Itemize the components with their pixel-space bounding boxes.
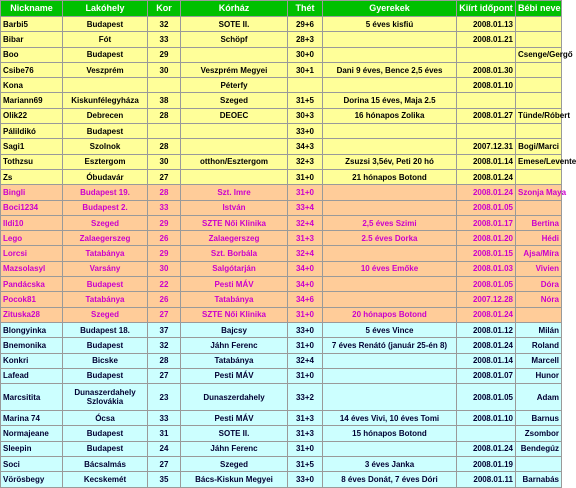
cell-thet: 30+3: [288, 108, 323, 123]
cell-korhaz: SZTE Női Klinika: [181, 307, 288, 322]
cell-bebi-neve: Marcell: [516, 353, 562, 368]
cell-thet: 34+3: [288, 139, 323, 154]
cell-bebi-neve: [516, 307, 562, 322]
cell-kiirt-idopont: 2008.01.17: [457, 215, 516, 230]
cell-kiirt-idopont: 2008.01.14: [457, 353, 516, 368]
cell-nickname: Blongyinka: [1, 322, 63, 337]
cell-korhaz: Tatabánya: [181, 292, 288, 307]
cell-nickname: Kona: [1, 78, 63, 93]
table-row: [1, 441, 562, 456]
cell-kor: 29: [148, 47, 181, 62]
cell-bebi-neve: [516, 32, 562, 47]
cell-gyerekek: Zsuzsi 3,5év, Peti 20 hó: [323, 154, 457, 169]
cell-kiirt-idopont: 2008.01.20: [457, 231, 516, 246]
cell-lakohely: Fót: [63, 32, 148, 47]
cell-gyerekek: [323, 353, 457, 368]
cell-nickname: Olik22: [1, 108, 63, 123]
cell-thet: 31+3: [288, 426, 323, 441]
cell-thet: 31+5: [288, 93, 323, 108]
cell-thet: 34+0: [288, 261, 323, 276]
cell-korhaz: Pesti MÁV: [181, 368, 288, 383]
cell-lakohely: Budapest 2.: [63, 200, 148, 215]
table-row: [1, 368, 562, 383]
cell-kiirt-idopont: 2008.01.03: [457, 261, 516, 276]
cell-thet: 32+4: [288, 215, 323, 230]
cell-thet: 33+0: [288, 124, 323, 139]
cell-lakohely: Kiskunfélegyháza: [63, 93, 148, 108]
table-row: [1, 261, 562, 276]
table-row: [1, 338, 562, 353]
cell-bebi-neve: Vivien: [516, 261, 562, 276]
cell-lakohely: Veszprém: [63, 62, 148, 77]
cell-thet: 33+4: [288, 200, 323, 215]
cell-korhaz: Pesti MÁV: [181, 411, 288, 426]
cell-korhaz: Szeged: [181, 93, 288, 108]
cell-thet: 33+2: [288, 384, 323, 411]
cell-korhaz: Zalaegerszeg: [181, 231, 288, 246]
cell-gyerekek: [323, 124, 457, 139]
cell-kiirt-idopont: 2008.01.05: [457, 200, 516, 215]
cell-kor: 33: [148, 32, 181, 47]
cell-korhaz: Schöpf: [181, 32, 288, 47]
header-kor: Kor: [148, 1, 181, 17]
cell-lakohely: Esztergom: [63, 154, 148, 169]
cell-kor: 22: [148, 277, 181, 292]
cell-gyerekek: 21 hónapos Botond: [323, 169, 457, 184]
cell-bebi-neve: Roland: [516, 338, 562, 353]
cell-nickname: Tothzsu: [1, 154, 63, 169]
cell-gyerekek: [323, 200, 457, 215]
cell-bebi-neve: [516, 124, 562, 139]
cell-nickname: Konkri: [1, 353, 63, 368]
table-row: [1, 139, 562, 154]
cell-korhaz: Bajcsy: [181, 322, 288, 337]
cell-kiirt-idopont: 2008.01.24: [457, 185, 516, 200]
cell-lakohely: Dunaszerdahely Szlovákia: [63, 384, 148, 411]
cell-nickname: Bibar: [1, 32, 63, 47]
cell-kiirt-idopont: 2008.01.14: [457, 154, 516, 169]
cell-korhaz: [181, 47, 288, 62]
cell-kiirt-idopont: 2008.01.21: [457, 32, 516, 47]
cell-kor: 28: [148, 139, 181, 154]
cell-thet: 31+0: [288, 368, 323, 383]
cell-kiirt-idopont: 2008.01.24: [457, 338, 516, 353]
cell-korhaz: Jáhn Ferenc: [181, 441, 288, 456]
cell-korhaz: Szt. Imre: [181, 185, 288, 200]
cell-korhaz: Salgótarján: [181, 261, 288, 276]
cell-nickname: Pálildikó: [1, 124, 63, 139]
cell-lakohely: Bácsalmás: [63, 457, 148, 472]
cell-nickname: Marcsitita: [1, 384, 63, 411]
table-row: [1, 47, 562, 62]
cell-kor: 29: [148, 215, 181, 230]
cell-gyerekek: 8 éves Donát, 7 éves Dóri: [323, 472, 457, 487]
cell-korhaz: Jáhn Ferenc: [181, 338, 288, 353]
cell-kiirt-idopont: [457, 93, 516, 108]
cell-kiirt-idopont: 2008.01.05: [457, 384, 516, 411]
cell-gyerekek: [323, 139, 457, 154]
table-row: [1, 108, 562, 123]
header-gyerekek: Gyerekek: [323, 1, 457, 17]
cell-bebi-neve: Nóra: [516, 292, 562, 307]
cell-thet: 31+0: [288, 338, 323, 353]
cell-kiirt-idopont: 2007.12.31: [457, 139, 516, 154]
cell-gyerekek: 5 éves kisfiú: [323, 17, 457, 32]
cell-lakohely: Budapest: [63, 426, 148, 441]
header-thet: Thét: [288, 1, 323, 17]
cell-lakohely: Debrecen: [63, 108, 148, 123]
cell-bebi-neve: [516, 62, 562, 77]
cell-korhaz: [181, 169, 288, 184]
cell-thet: 31+0: [288, 307, 323, 322]
cell-kor: 32: [148, 338, 181, 353]
table-row: [1, 292, 562, 307]
table-row: [1, 169, 562, 184]
cell-kor: 29: [148, 246, 181, 261]
cell-nickname: Normajeane: [1, 426, 63, 441]
cell-korhaz: SZTE Női Klinika: [181, 215, 288, 230]
cell-bebi-neve: Barnus: [516, 411, 562, 426]
cell-lakohely: Budapest: [63, 17, 148, 32]
cell-bebi-neve: [516, 169, 562, 184]
cell-gyerekek: [323, 384, 457, 411]
cell-nickname: Boo: [1, 47, 63, 62]
cell-kiirt-idopont: 2008.01.13: [457, 17, 516, 32]
cell-gyerekek: Dorina 15 éves, Maja 2.5: [323, 93, 457, 108]
cell-kor: 27: [148, 368, 181, 383]
cell-kiirt-idopont: 2008.01.24: [457, 169, 516, 184]
cell-nickname: Csibe76: [1, 62, 63, 77]
cell-kiirt-idopont: 2008.01.27: [457, 108, 516, 123]
cell-nickname: Marina 74: [1, 411, 63, 426]
table-row: [1, 17, 562, 32]
cell-gyerekek: 14 éves Vivi, 10 éves Tomi: [323, 411, 457, 426]
cell-kiirt-idopont: [457, 426, 516, 441]
header-kiirt-idopont: Kiírt időpont: [457, 1, 516, 17]
cell-korhaz: DEOEC: [181, 108, 288, 123]
cell-kor: 33: [148, 411, 181, 426]
cell-kor: 28: [148, 353, 181, 368]
cell-gyerekek: 20 hónapos Botond: [323, 307, 457, 322]
cell-gyerekek: [323, 78, 457, 93]
cell-bebi-neve: [516, 457, 562, 472]
table-row: [1, 472, 562, 487]
table-row: [1, 32, 562, 47]
cell-thet: 31+5: [288, 457, 323, 472]
cell-nickname: Vörösbegy: [1, 472, 63, 487]
cell-gyerekek: 10 éves Emőke: [323, 261, 457, 276]
cell-gyerekek: [323, 441, 457, 456]
cell-bebi-neve: Tünde/Róbert: [516, 108, 562, 123]
table-row: [1, 277, 562, 292]
cell-gyerekek: [323, 277, 457, 292]
table-row: [1, 62, 562, 77]
cell-nickname: Ildi10: [1, 215, 63, 230]
cell-nickname: Pocok81: [1, 292, 63, 307]
cell-thet: 31+3: [288, 231, 323, 246]
cell-bebi-neve: Csenge/Gergő: [516, 47, 562, 62]
cell-korhaz: SOTE II.: [181, 17, 288, 32]
table-row: [1, 307, 562, 322]
cell-lakohely: Tatabánya: [63, 246, 148, 261]
cell-gyerekek: [323, 185, 457, 200]
cell-bebi-neve: Hunor: [516, 368, 562, 383]
cell-thet: 30+0: [288, 47, 323, 62]
cell-thet: 31+0: [288, 185, 323, 200]
cell-lakohely: Zalaegerszeg: [63, 231, 148, 246]
cell-bebi-neve: Szonja Maya: [516, 185, 562, 200]
cell-thet: 31+0: [288, 169, 323, 184]
cell-lakohely: [63, 78, 148, 93]
cell-nickname: Sleepin: [1, 441, 63, 456]
cell-kor: 27: [148, 457, 181, 472]
cell-lakohely: Varsány: [63, 261, 148, 276]
cell-gyerekek: 2,5 éves Szimi: [323, 215, 457, 230]
header-bebi-neve: Bébi neve: [516, 1, 562, 17]
cell-thet: 33+0: [288, 322, 323, 337]
cell-kor: 27: [148, 307, 181, 322]
cell-lakohely: Budapest: [63, 277, 148, 292]
cell-lakohely: Kecskemét: [63, 472, 148, 487]
cell-lakohely: Budapest: [63, 338, 148, 353]
cell-lakohely: Bicske: [63, 353, 148, 368]
cell-thet: 34+0: [288, 277, 323, 292]
cell-bebi-neve: Ajsa/Míra: [516, 246, 562, 261]
cell-gyerekek: 3 éves Janka: [323, 457, 457, 472]
cell-kor: [148, 78, 181, 93]
table-row: [1, 154, 562, 169]
cell-korhaz: [181, 139, 288, 154]
table-row: [1, 185, 562, 200]
cell-gyerekek: [323, 47, 457, 62]
table-row: [1, 322, 562, 337]
cell-kor: 30: [148, 154, 181, 169]
cell-korhaz: Tatabánya: [181, 353, 288, 368]
cell-thet: 32+4: [288, 246, 323, 261]
cell-nickname: Bingli: [1, 185, 63, 200]
cell-lakohely: Budapest 18.: [63, 322, 148, 337]
cell-bebi-neve: Emese/Levente: [516, 154, 562, 169]
table-row: [1, 93, 562, 108]
cell-nickname: Mazsolasyl: [1, 261, 63, 276]
cell-bebi-neve: Adam: [516, 384, 562, 411]
cell-kor: 31: [148, 426, 181, 441]
cell-lakohely: Budapest: [63, 124, 148, 139]
cell-thet: 29+6: [288, 17, 323, 32]
cell-gyerekek: [323, 32, 457, 47]
header-lakohely: Lakóhely: [63, 1, 148, 17]
cell-kiirt-idopont: 2008.01.19: [457, 457, 516, 472]
cell-kiirt-idopont: [457, 47, 516, 62]
cell-nickname: Zs: [1, 169, 63, 184]
cell-kor: 28: [148, 185, 181, 200]
header-nickname: Nickname: [1, 1, 63, 17]
cell-thet: 32+3: [288, 154, 323, 169]
cell-gyerekek: [323, 292, 457, 307]
cell-kor: 30: [148, 261, 181, 276]
cell-gyerekek: [323, 368, 457, 383]
cell-bebi-neve: Bogi/Marci: [516, 139, 562, 154]
cell-nickname: Boci1234: [1, 200, 63, 215]
cell-bebi-neve: Bertina: [516, 215, 562, 230]
cell-kor: 30: [148, 62, 181, 77]
cell-nickname: Zituska28: [1, 307, 63, 322]
cell-kor: 32: [148, 17, 181, 32]
cell-lakohely: Szolnok: [63, 139, 148, 154]
cell-nickname: Barbi5: [1, 17, 63, 32]
table-row: [1, 384, 562, 411]
cell-kiirt-idopont: 2008.01.07: [457, 368, 516, 383]
cell-nickname: Soci: [1, 457, 63, 472]
cell-nickname: Pandácska: [1, 277, 63, 292]
cell-korhaz: Dunaszerdahely: [181, 384, 288, 411]
cell-korhaz: István: [181, 200, 288, 215]
cell-kor: 28: [148, 108, 181, 123]
cell-kiirt-idopont: 2008.01.24: [457, 441, 516, 456]
cell-kiirt-idopont: 2008.01.30: [457, 62, 516, 77]
table-row: [1, 124, 562, 139]
cell-lakohely: Budapest: [63, 441, 148, 456]
cell-korhaz: SOTE II.: [181, 426, 288, 441]
cell-korhaz: Bács-Kiskun Megyei: [181, 472, 288, 487]
cell-lakohely: Ócsa: [63, 411, 148, 426]
cell-bebi-neve: [516, 78, 562, 93]
cell-bebi-neve: Zsombor: [516, 426, 562, 441]
cell-bebi-neve: Barnabás: [516, 472, 562, 487]
cell-kor: 24: [148, 441, 181, 456]
cell-lakohely: Óbudavár: [63, 169, 148, 184]
cell-lakohely: Szeged: [63, 215, 148, 230]
cell-korhaz: Szeged: [181, 457, 288, 472]
cell-thet: 28+3: [288, 32, 323, 47]
cell-thet: 31+0: [288, 441, 323, 456]
cell-thet: 34+6: [288, 292, 323, 307]
cell-bebi-neve: [516, 200, 562, 215]
cell-nickname: Lafead: [1, 368, 63, 383]
cell-korhaz: Péterfy: [181, 78, 288, 93]
cell-kor: 27: [148, 169, 181, 184]
cell-lakohely: Tatabánya: [63, 292, 148, 307]
cell-kiirt-idopont: 2008.01.12: [457, 322, 516, 337]
table-row: [1, 215, 562, 230]
cell-kiirt-idopont: 2008.01.15: [457, 246, 516, 261]
cell-lakohely: Budapest: [63, 368, 148, 383]
cell-thet: 30+1: [288, 62, 323, 77]
cell-korhaz: Veszprém Megyei: [181, 62, 288, 77]
cell-kor: 26: [148, 292, 181, 307]
cell-gyerekek: 15 hónapos Botond: [323, 426, 457, 441]
cell-gyerekek: Dani 9 éves, Bence 2,5 éves: [323, 62, 457, 77]
cell-kiirt-idopont: [457, 124, 516, 139]
header-row: [1, 1, 562, 17]
cell-nickname: Lorcsi: [1, 246, 63, 261]
cell-lakohely: Szeged: [63, 307, 148, 322]
cell-nickname: Sagi1: [1, 139, 63, 154]
cell-kiirt-idopont: 2007.12.28: [457, 292, 516, 307]
cell-kor: 26: [148, 231, 181, 246]
cell-bebi-neve: Dóra: [516, 277, 562, 292]
table-row: [1, 231, 562, 246]
table-row: [1, 411, 562, 426]
cell-kor: 35: [148, 472, 181, 487]
cell-gyerekek: 5 éves Vince: [323, 322, 457, 337]
cell-bebi-neve: Bendegúz: [516, 441, 562, 456]
cell-bebi-neve: Milán: [516, 322, 562, 337]
cell-kor: 37: [148, 322, 181, 337]
cell-gyerekek: 2.5 éves Dorka: [323, 231, 457, 246]
table-row: [1, 200, 562, 215]
cell-kiirt-idopont: 2008.01.05: [457, 277, 516, 292]
cell-kor: [148, 124, 181, 139]
table-row: [1, 78, 562, 93]
cell-nickname: Bnemonika: [1, 338, 63, 353]
cell-kiirt-idopont: 2008.01.10: [457, 411, 516, 426]
cell-korhaz: Pesti MÁV: [181, 277, 288, 292]
cell-bebi-neve: [516, 17, 562, 32]
cell-nickname: Lego: [1, 231, 63, 246]
cell-lakohely: Budapest 19.: [63, 185, 148, 200]
cell-bebi-neve: [516, 93, 562, 108]
cell-kor: 33: [148, 200, 181, 215]
cell-kiirt-idopont: 2008.01.11: [457, 472, 516, 487]
cell-lakohely: Budapest: [63, 47, 148, 62]
cell-korhaz: otthon/Esztergom: [181, 154, 288, 169]
cell-bebi-neve: Hédi: [516, 231, 562, 246]
table-row: [1, 457, 562, 472]
table-row: [1, 246, 562, 261]
cell-thet: [288, 78, 323, 93]
cell-kor: 38: [148, 93, 181, 108]
cell-kiirt-idopont: 2008.01.24: [457, 307, 516, 322]
table-row: [1, 353, 562, 368]
cell-korhaz: [181, 124, 288, 139]
cell-thet: 32+4: [288, 353, 323, 368]
table-row: [1, 426, 562, 441]
cell-kiirt-idopont: 2008.01.10: [457, 78, 516, 93]
cell-gyerekek: 16 hónapos Zolika: [323, 108, 457, 123]
cell-nickname: Mariann69: [1, 93, 63, 108]
cell-kor: 23: [148, 384, 181, 411]
cell-thet: 33+0: [288, 472, 323, 487]
cell-thet: 31+3: [288, 411, 323, 426]
cell-korhaz: Szt. Borbála: [181, 246, 288, 261]
cell-gyerekek: [323, 246, 457, 261]
cell-gyerekek: 7 éves Renátó (január 25-én 8): [323, 338, 457, 353]
header-korhaz: Kórház: [181, 1, 288, 17]
